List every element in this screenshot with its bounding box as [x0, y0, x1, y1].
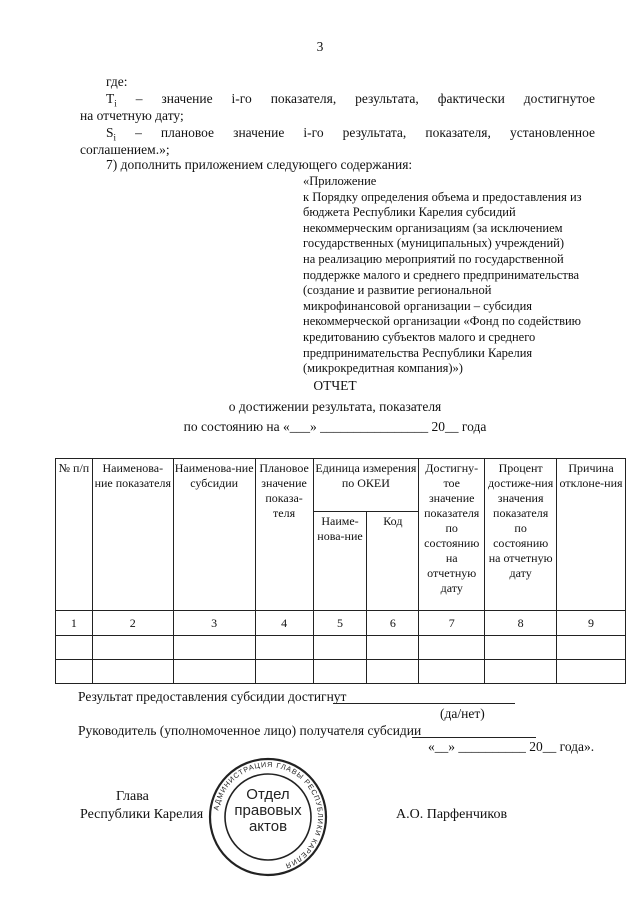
annex-line: (микрокредитная компания)») [303, 361, 463, 376]
header-unit-group: Единица измерения по ОКЕИ [313, 459, 419, 512]
item-7: 7) дополнить приложением следующего содержания: [106, 157, 413, 172]
stamp-line: актов [248, 818, 288, 835]
column-number: 1 [56, 611, 93, 636]
annex-line: к Порядку определения объема и предоставления из [303, 189, 582, 204]
column-number: 8 [485, 611, 557, 636]
annex-block [303, 174, 603, 377]
definition-s [106, 124, 595, 147]
header-indicator-name: Наименова-ние показателя [92, 459, 173, 611]
where-label: где: [106, 74, 128, 89]
annex-line: поддержке малого и среднего предпринимательства [303, 267, 580, 282]
s-text: – плановое значение i-го результата, показателя, установленное [135, 125, 596, 140]
t-symbol: $T_i$ [106, 91, 117, 109]
header-subsidy-name: Наименова-ние субсидии [173, 459, 255, 611]
definition-t-cont: на отчетную дату; [80, 108, 184, 123]
result-hint: (да/нет) [440, 706, 485, 721]
header-unit-code: Код [367, 512, 419, 611]
column-number: 7 [419, 611, 485, 636]
page-number: 3 [316, 39, 324, 54]
table-row [56, 660, 626, 684]
head-label: Руководитель (уполномоченное лицо) получателя субсидии [78, 723, 422, 738]
annex-line: (создание и развитие региональной [303, 283, 492, 298]
annex-line: предпринимательства Республики Карелия [303, 345, 533, 360]
annex-line: бюджета Республики Карелия субсидий [303, 205, 516, 220]
annex-line: «Приложение [303, 174, 377, 188]
signature-title-2: Республики Карелия [80, 807, 204, 822]
definition-s-cont: соглашением.»; [80, 142, 170, 157]
stamp-line: Отдел [246, 786, 290, 803]
report-title: ОТЧЕТ [313, 378, 357, 393]
annex-line: микрофинансовой организации – субсидия [303, 298, 533, 313]
column-number: 9 [557, 611, 626, 636]
header-reason: Причина отклоне-ния [557, 459, 626, 611]
column-number: 6 [367, 611, 419, 636]
annex-line: государственных (муниципальных) учреждений) [303, 236, 565, 251]
annex-line: некоммерческим организациям (за исключением [303, 220, 563, 235]
report-table [55, 458, 626, 684]
column-number: 2 [92, 611, 173, 636]
table-row [56, 636, 626, 660]
header-num: № п/п [56, 459, 93, 611]
stamp-line: правовых [234, 802, 302, 819]
column-number: 3 [173, 611, 255, 636]
signature-title-1: Глава [116, 789, 149, 804]
result-underline [333, 703, 515, 704]
head-date: «__» __________ 20__ года». [428, 739, 595, 754]
report-date-line: по состоянию на «___» ________________ 20__ года [183, 419, 487, 434]
stamp-ring-text: АДМИНИСТРАЦИЯ ГЛАВЫ РЕСПУБЛИКИ КАРЕЛИЯ [211, 759, 326, 871]
column-number: 4 [255, 611, 313, 636]
t-text: – значение i-го показателя, результата, фактически достигнутое [135, 91, 595, 106]
header-planned-value: Плановое значение показа-теля [255, 459, 313, 611]
s-symbol: $S_i$ [106, 125, 117, 143]
annex-line: некоммерческой организации «Фонд по содействию [303, 314, 582, 329]
column-number: 5 [313, 611, 367, 636]
stamp [207, 756, 329, 878]
annex-line: на реализацию мероприятий по государственной [303, 251, 564, 266]
annex-line: кредитованию субъектов малого и среднего [303, 329, 536, 344]
signature-name: А.О. Парфенчиков [396, 807, 508, 822]
header-unit-name: Наиме-нова-ние [313, 512, 367, 611]
report-subtitle: о достижении результата, показателя [228, 399, 442, 414]
header-percent: Процент достиже-ния значения показателя по состоянию на отчетную дату [485, 459, 557, 611]
header-achieved-value: Достигну-тое значение показателя по состоянию на отчетную дату [419, 459, 485, 611]
result-label: Результат предоставления субсидии достигнут [78, 689, 347, 704]
